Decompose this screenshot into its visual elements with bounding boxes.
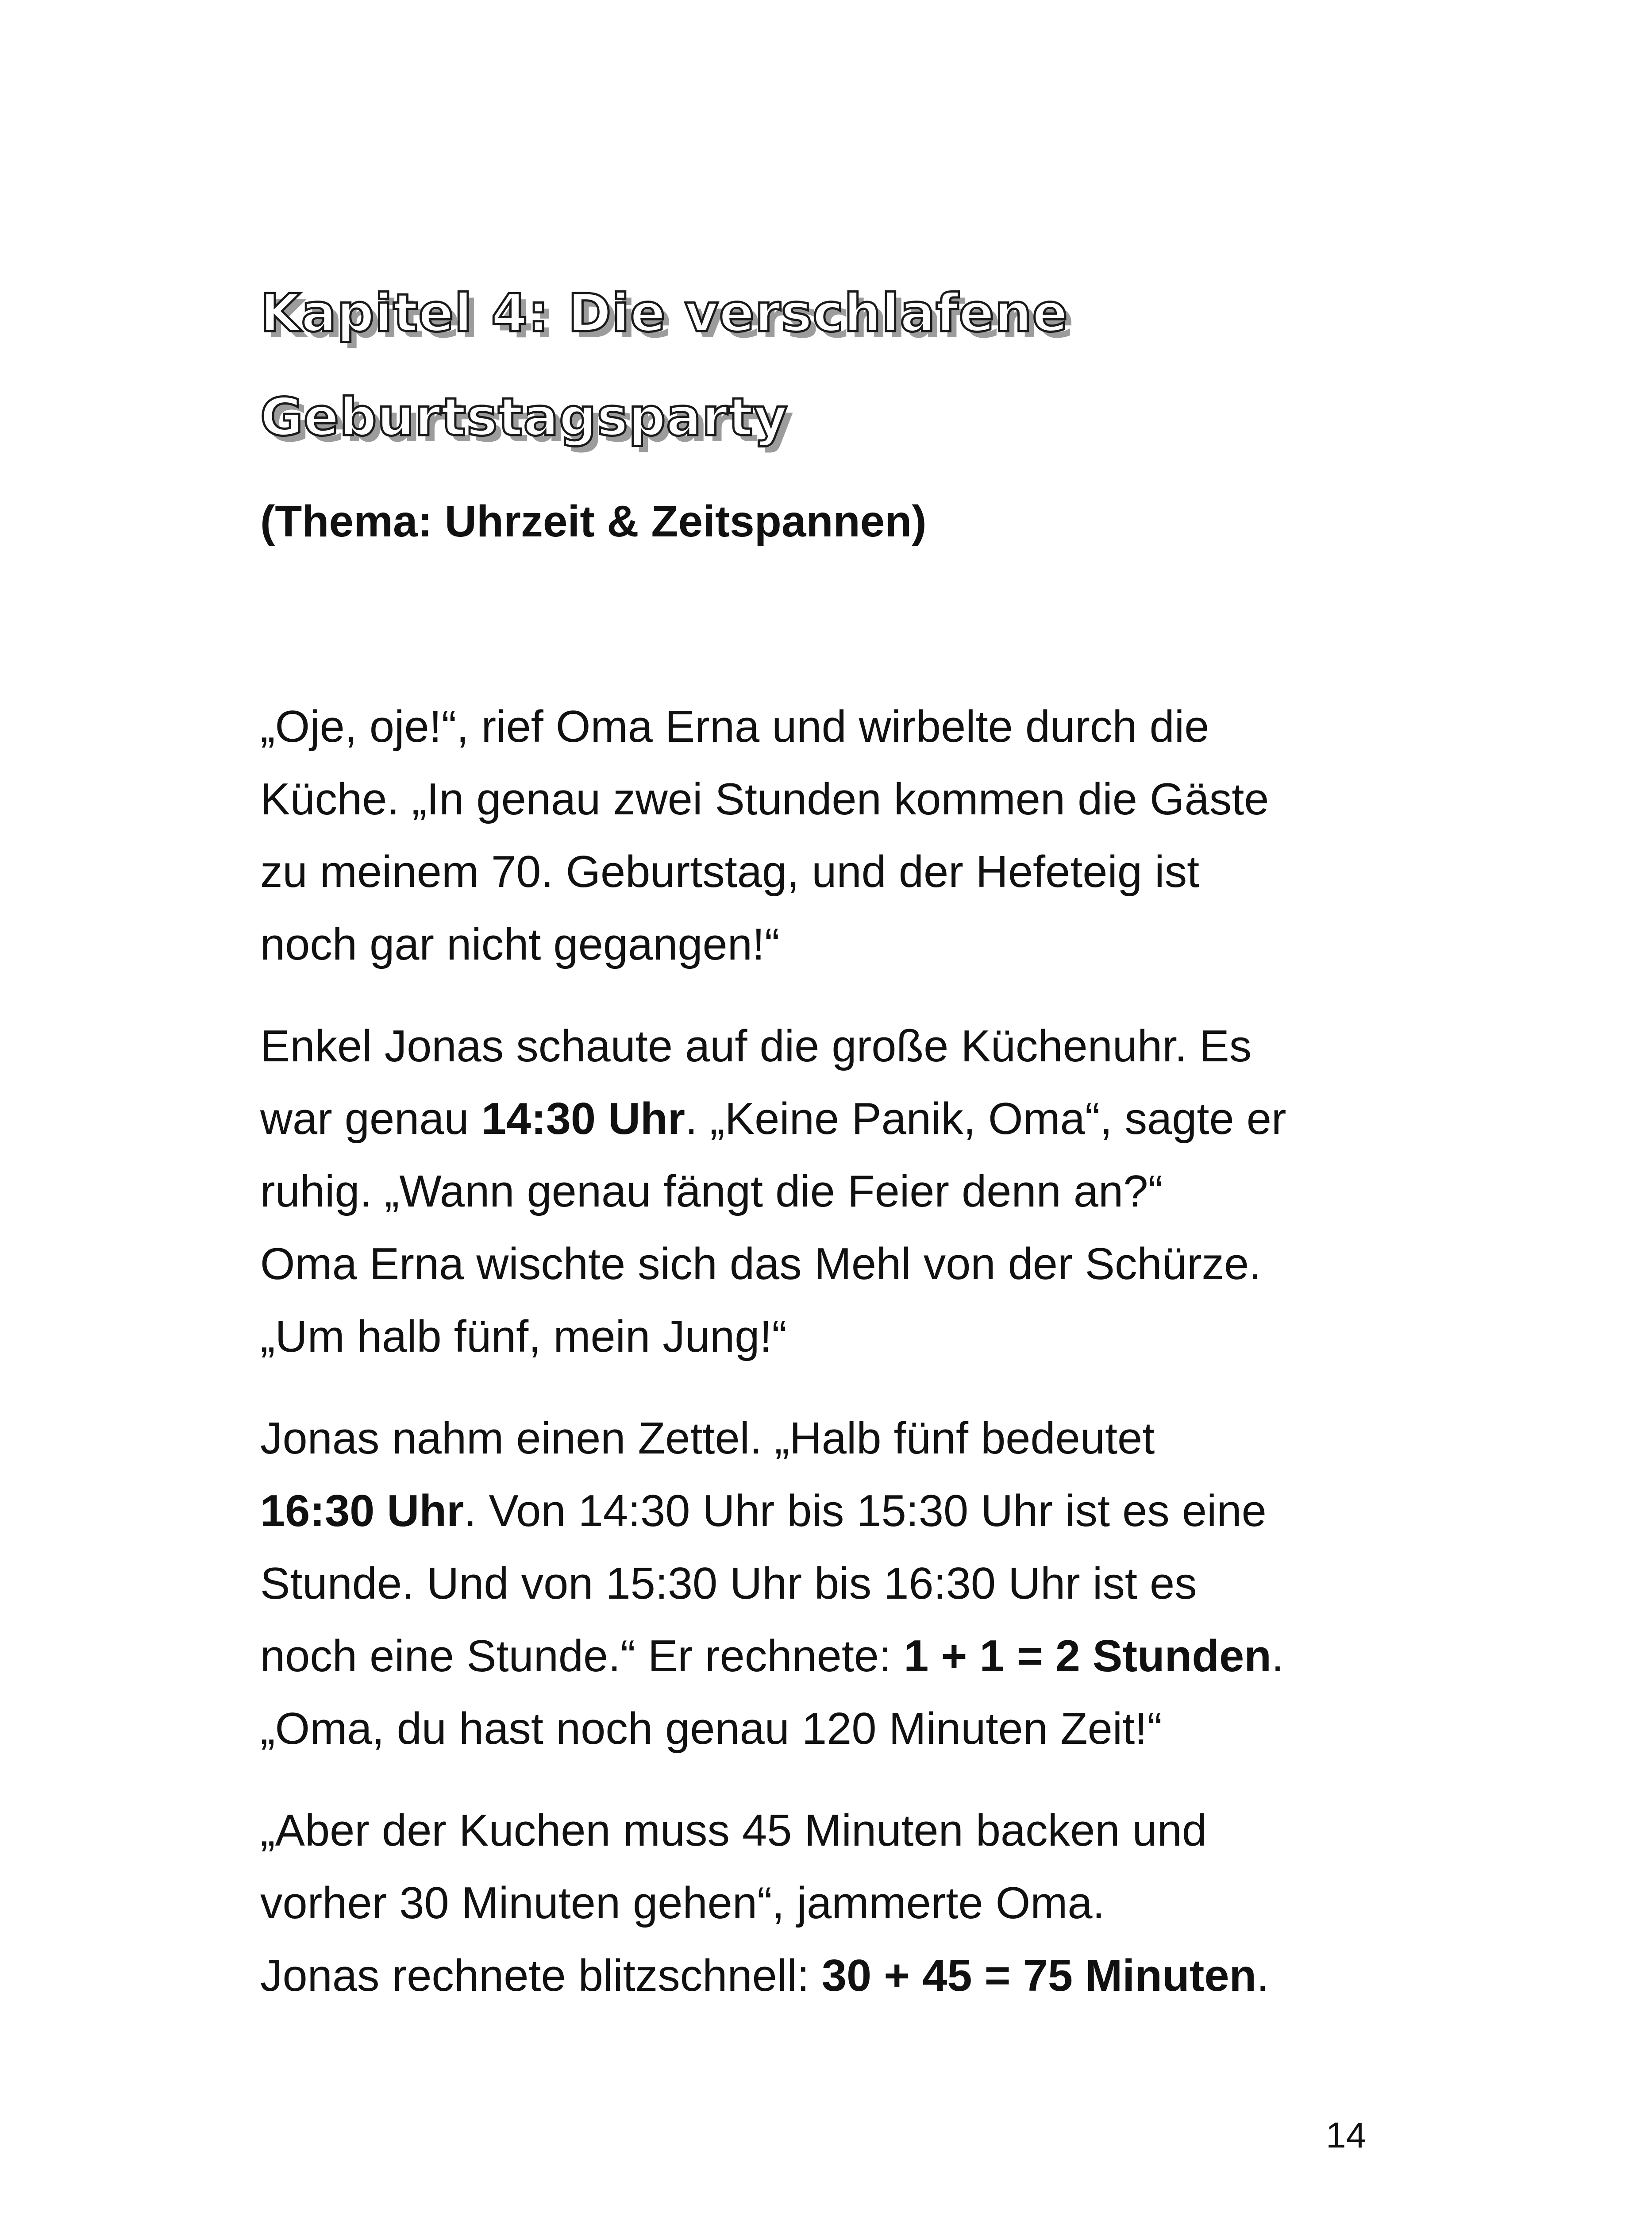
paragraph-1 xyxy=(260,690,1429,981)
text-segment: noch eine Stunde.“ Er rechnete: xyxy=(260,1631,904,1681)
text-line: Küche. „In genau zwei Stunden kommen die Gäste xyxy=(260,775,1269,824)
story-text xyxy=(260,690,1429,2041)
text-line xyxy=(260,1083,1429,1155)
text-segment: . Von 14:30 Uhr bis 15:30 Uhr ist es eine xyxy=(464,1486,1267,1536)
bold-calculation: 30 + 45 = 75 Minuten xyxy=(821,1951,1257,2001)
text-line: zu meinem 70. Geburtstag, und der Hefeteig ist xyxy=(260,847,1200,897)
paragraph-2 xyxy=(260,1010,1429,1373)
paragraph-3 xyxy=(260,1402,1429,1765)
text-segment: . xyxy=(1256,1951,1269,2001)
chapter-title-line-1: Kapitel 4: Die verschlafene xyxy=(260,282,1068,343)
text-line: Oma Erna wischte sich das Mehl von der Schürze. xyxy=(260,1239,1262,1289)
text-line xyxy=(260,1939,1429,2012)
text-segment: Jonas rechnete blitzschnell: xyxy=(260,1951,822,2001)
bold-calculation: 1 + 1 = 2 Stunden xyxy=(904,1631,1271,1681)
text-line: „Aber der Kuchen muss 45 Minuten backen und xyxy=(260,1806,1207,1855)
text-segment: . xyxy=(1271,1631,1284,1681)
chapter-title xyxy=(260,261,1455,469)
text-line xyxy=(260,1620,1429,1693)
text-segment: war genau xyxy=(260,1094,481,1144)
text-line: ruhig. „Wann genau fängt die Feier denn an?“ xyxy=(260,1167,1163,1216)
text-segment: . „Keine Panik, Oma“, sagte er xyxy=(685,1094,1286,1144)
text-line: „Um halb fünf, mein Jung!“ xyxy=(260,1312,787,1361)
text-line: Jonas nahm einen Zettel. „Halb fünf bedeutet xyxy=(260,1414,1155,1463)
text-line: Enkel Jonas schaute auf die große Küchenuhr. Es xyxy=(260,1022,1252,1071)
chapter-title-line-2: Geburtstagsparty xyxy=(260,386,788,447)
text-line: Stunde. Und von 15:30 Uhr bis 16:30 Uhr ist es xyxy=(260,1559,1197,1608)
bold-time: 14:30 Uhr xyxy=(481,1094,685,1144)
bold-time: 16:30 Uhr xyxy=(260,1486,464,1536)
text-line xyxy=(260,1475,1429,1547)
chapter-topic: (Thema: Uhrzeit & Zeitspannen) xyxy=(260,497,927,546)
page-number: 14 xyxy=(1326,2115,1367,2155)
text-line: noch gar nicht gegangen!“ xyxy=(260,920,780,969)
text-line: „Oje, oje!“, rief Oma Erna und wirbelte durch die xyxy=(260,702,1209,752)
text-line: „Oma, du hast noch genau 120 Minuten Zeit!“ xyxy=(260,1704,1163,1754)
text-line: vorher 30 Minuten gehen“, jammerte Oma. xyxy=(260,1878,1105,1928)
paragraph-4 xyxy=(260,1794,1429,2012)
